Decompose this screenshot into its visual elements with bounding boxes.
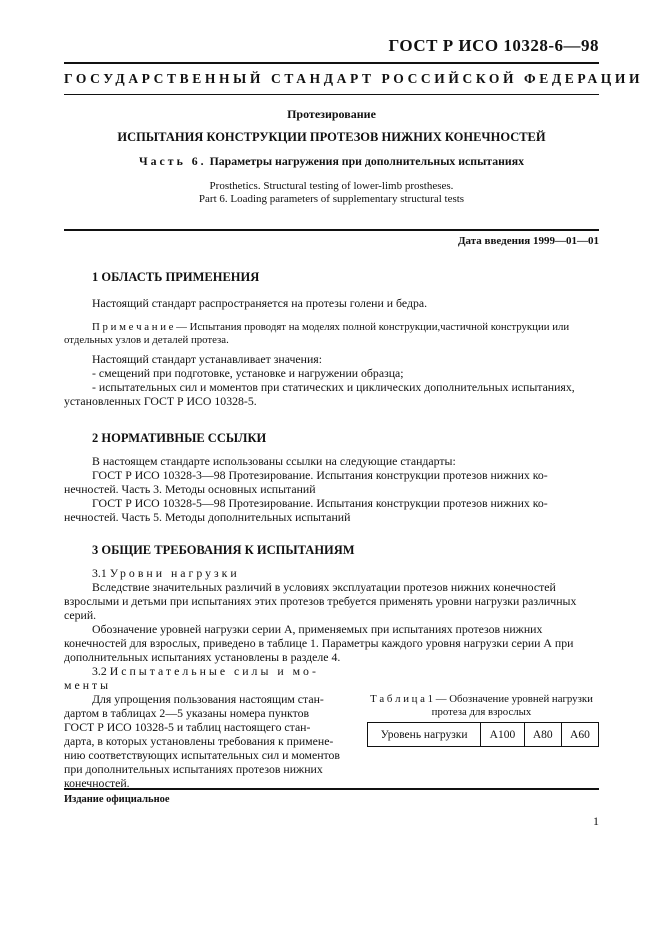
reference1-cont: нечностей. Часть 3. Методы основных испытаний (64, 482, 316, 496)
title-part-prefix: Часть 6. (138, 154, 207, 168)
section1-item2: - испытательных сил и моментов при статических и циклических дополнительных испытаниях, (92, 380, 575, 394)
section3-p1-line3: серий. (64, 608, 97, 622)
table-row (368, 723, 599, 747)
document-title: ИСПЫТАНИЯ КОНСТРУКЦИИ ПРОТЕЗОВ НИЖНИХ КОНЕЧНОСТЕЙ (117, 130, 546, 144)
subsection31-number: 3.1 (92, 566, 107, 580)
table1-level-a100: A100 (481, 723, 525, 747)
section3-p2-line2: конечностей для взрослых, приведено в таблице 1. Параметры каждого уровня нагрузки серии А при (64, 636, 574, 650)
subsection32-heading (92, 664, 352, 679)
section1-item1: - смещений при подготовке, установке и нагружении образца; (92, 366, 404, 380)
note-text: Испытания проводят на моделях полной конструкции,частичной конструкции или (186, 321, 570, 333)
section3-p2-line3: дополнительных испытаниях установлены в разделе 4. (64, 650, 341, 664)
table1-caption-text2: протеза для взрослых (431, 706, 532, 718)
section3-p1-line1: Вследствие значительных различий в условиях эксплуатации протезов нижних конечностей (92, 580, 556, 594)
effective-date: Дата введения 1999—01—01 (457, 235, 599, 247)
section3-p3-line1: Для упрощения пользования настоящим стан- (92, 692, 324, 706)
footer-rule (64, 788, 599, 790)
reference1: ГОСТ Р ИСО 10328-3—98 Протезирование. Испытания конструкции протезов нижних ко- (92, 468, 548, 482)
table1-caption-label: Т а б л и ц а 1 — (370, 693, 447, 705)
section1-item2-cont: установленных ГОСТ Р ИСО 10328-5. (64, 394, 257, 408)
title-subject: Протезирование (287, 107, 376, 121)
section1-paragraph1: Настоящий стандарт распространяется на протезы голени и бедра. (92, 296, 428, 310)
section2-heading: 2 НОРМАТИВНЫЕ ССЫЛКИ (92, 431, 267, 445)
section3-p3-line5: нию соответствующих испытательных сил и моментов (64, 748, 341, 762)
title-rule (64, 229, 599, 231)
section1-note-cont: отдельных узлов и деталей протеза. (64, 334, 229, 346)
title-part (64, 154, 599, 169)
section1-heading: 1 ОБЛАСТЬ ПРИМЕНЕНИЯ (92, 270, 260, 284)
section3-p2-line1: Обозначение уровней нагрузки серии А, применяемых при испытаниях протезов нижних (92, 622, 543, 636)
section3-p3-line6: при дополнительных испытаниях протезов нижних (64, 762, 323, 776)
table1-level-a60: A60 (561, 723, 598, 747)
section2-paragraph1: В настоящем стандарте использованы ссылки на следующие стандарты: (92, 454, 456, 468)
note-label: П р и м е ч а н и е — (92, 321, 187, 333)
official-edition: Издание официальное (64, 794, 170, 805)
banner-rule (64, 94, 599, 95)
title-part-text: Параметры нагружения при дополнительных испытаниях (209, 154, 525, 168)
section3-p3-line2: дартом в таблицах 2—5 указаны номера пунктов (64, 706, 310, 720)
section3-p3-line7: конечностей. (64, 776, 130, 790)
subsection31-title: Уровни нагрузки (109, 566, 240, 580)
subsection31-heading (92, 566, 599, 581)
table1-level-a80: A80 (524, 723, 561, 747)
page-number: 1 (593, 814, 599, 828)
table1-caption (364, 693, 599, 719)
section3-p1-line2: взрослыми и детьми при испытаниях этих протезов требуется применять уровни нагрузки различных (64, 594, 577, 608)
header-rule (64, 62, 599, 64)
english-title-line2: Part 6. Loading parameters of supplementary structural tests (198, 193, 465, 205)
subsection32-number: 3.2 (92, 664, 107, 678)
reference2-cont: нечностей. Часть 5. Методы дополнительных испытаний (64, 510, 351, 524)
section1-paragraph2: Настоящий стандарт устанавливает значения: (92, 352, 322, 366)
table1-caption-text: Обозначение уровней нагрузки (446, 693, 593, 705)
section3-p3-line4: дарта, в которых установлены требования к примене- (64, 734, 334, 748)
state-standard-banner: ГОСУДАРСТВЕННЫЙ СТАНДАРТ РОССИЙСКОЙ ФЕДЕРАЦИИ (64, 71, 644, 86)
standard-number: ГОСТ Р ИСО 10328-6—98 (388, 36, 599, 55)
table1 (367, 722, 599, 747)
subsection32-title: Испытательные силы и мо- (109, 664, 319, 678)
english-title-line1: Prosthetics. Structural testing of lower-limb prostheses. (209, 180, 454, 192)
subsection32-title-cont: менты (64, 678, 112, 692)
section3-heading: 3 ОБЩИЕ ТРЕБОВАНИЯ К ИСПЫТАНИЯМ (92, 543, 355, 557)
section3-p3-line3: ГОСТ Р ИСО 10328-5 и таблиц настоящего стан- (64, 720, 311, 734)
reference2: ГОСТ Р ИСО 10328-5—98 Протезирование. Испытания конструкции протезов нижних ко- (92, 496, 548, 510)
table1-header-cell: Уровень нагрузки (368, 723, 481, 747)
